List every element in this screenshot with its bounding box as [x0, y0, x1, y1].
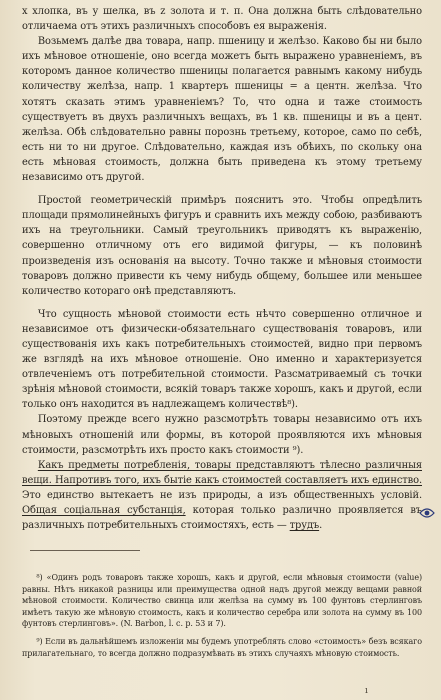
footnotes — [22, 572, 422, 659]
paragraph-1: х хлопка, въ у шелка, въ z золота и т. п. Она должна быть слѣдовательно отличаема отъ этихъ различныхъ способовъ ея выраженія. — [22, 6, 422, 33]
underlined-phrase-commodities: Какъ предметы потребленія, товары представляютъ тѣлесно различныя вещи. Напротивъ того, ихъ бытіе какъ стоимостей составляетъ ихъ единство. — [22, 459, 422, 486]
paragraph-6-end: . — [319, 520, 323, 532]
bottom-tick-mark: ı — [365, 686, 368, 696]
footnote-8: ⁸) «Одинъ родъ товаровъ также хорошъ, какъ и другой, если мѣновыя стоимости (value) равны. Нѣтъ никакой разницы или преимущества одной надъ другой между вещами равной мѣновой стоимости. Количество свинца или желѣза на сумму въ 100 фунтовъ стерлинговъ имѣетъ такую же мѣновую стоимость, какъ и количество серебра или золота на сумму въ 100 фунтовъ стерлинговъ». (N. Barbon, l. c. p. 53 и 7). — [22, 573, 422, 629]
paragraph-2: Возьмемъ далѣе два товара, напр. пшеницу и желѣзо. Каково бы ни было ихъ мѣновое отношеніе, оно всегда можетъ быть выражено уравненіемъ, въ которомъ данное количество пшеницы полагается равнымъ какому нибудь количеству желѣза, напр. 1 квартеръ пшеницы = а центн. желѣза. Что хотятъ сказать этимъ уравненіемъ? То, что одна и таже стоимость существуетъ въ двухъ различныхъ вещахъ, въ 1 кв. пшеницы и въ а цент. желѣза. Обѣ слѣдовательно равны порознь третьему, которое, само по себѣ, есть ни то ни другое. Слѣдовательно, каждая изъ обѣихъ, по скольку она есть мѣновая стоимость, должна быть приведена къ этому третьему независимо отъ другой. — [22, 36, 422, 184]
paragraph-6-tail: которая только различно проявляется въ различныхъ потребительныхъ стоимостяхъ, есть — — [22, 505, 422, 532]
paragraph-4: Что сущность мѣновой стоимости есть нѣчто совершенно отличное и независимое отъ физически-обязательнаго существованія товаровъ, или существованія ихъ какъ потребительныхъ стоимостей, видно при первомъ же взглядѣ на ихъ мѣновое отношеніе. Оно именно и характеризуется отвлеченіемъ отъ потребительной стоимости. Разсматриваемый съ точки зрѣнія мѣновой стоимости, всякій товаръ также хорошъ, какъ и другой, если только онъ находится въ надлежащемъ количествѣ⁸). — [22, 308, 422, 411]
underlined-word-labour: трудъ — [289, 520, 320, 532]
margin-eye-mark-icon — [419, 505, 435, 521]
footnote-9: ⁹) Если въ дальнѣйшемъ изложеніи мы будемъ употреблять слово «стоимость» безъ всякаго прилагательнаго, то всегда должно подразумѣвать въ этихъ случаяхъ мѣновую стоимость. — [22, 636, 422, 658]
paragraph-3: Простой геометрическій примѣръ пояснитъ это. Чтобы опредѣлить площади прямолинейныхъ фигуръ и сравнить ихъ между собою, разбиваютъ ихъ на треугольники. Самый треугольникъ приводятъ къ выраженію, совершенно отличному отъ его видимой фигуры, — къ половинѣ произведенія изъ основанія на высоту. Точно также и мѣновыя стоимости товаровъ должно привести къ чему нибудь общему, большее или меньшее количество котораго онѣ представляютъ. — [22, 195, 422, 297]
paragraph-6-middle: Это единство вытекаетъ не изъ природы, а изъ общественныхъ условій. — [22, 489, 422, 501]
main-text — [22, 4, 422, 533]
paragraph-6 — [22, 458, 422, 533]
underlined-phrase-substance: Общая соціальная субстанція, — [22, 505, 186, 516]
footnote-rule — [30, 550, 140, 551]
paragraph-5: Поэтому прежде всего нужно разсмотрѣть товары независимо отъ ихъ мѣновыхъ отношеній или формы, въ которой проявляются ихъ мѣновыя стоимости, разсмотрѣть ихъ просто какъ стоимости ⁹). — [22, 414, 422, 456]
